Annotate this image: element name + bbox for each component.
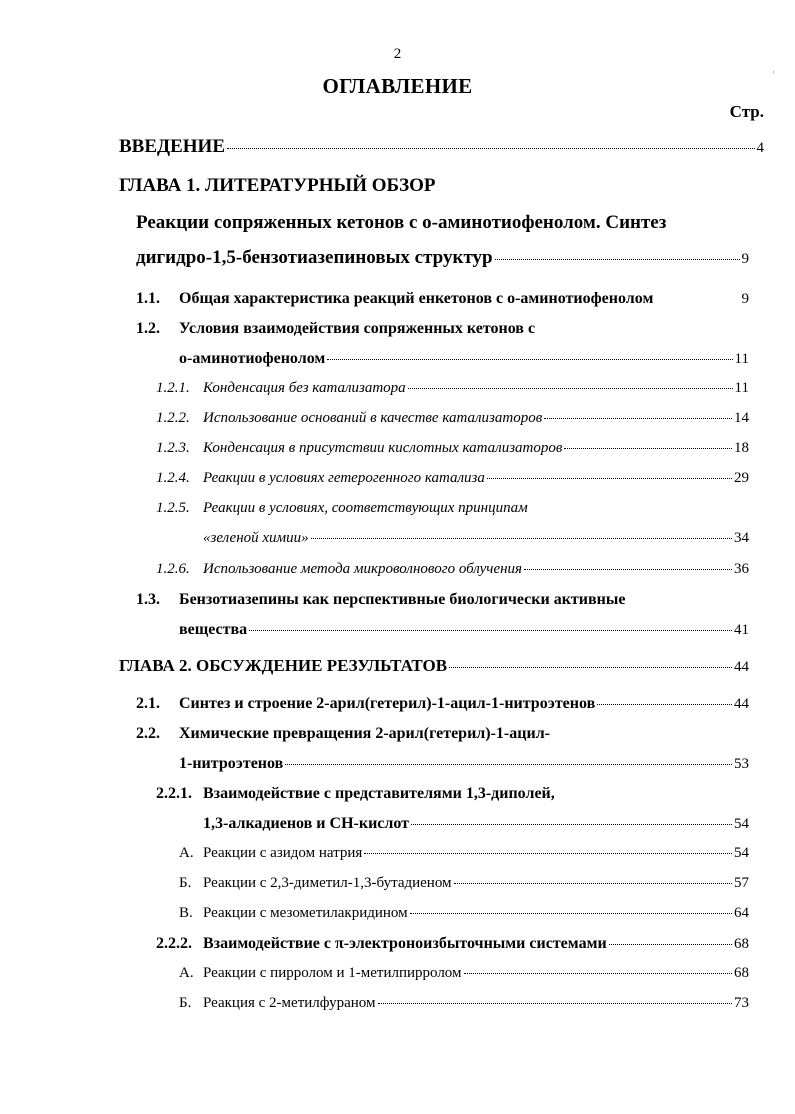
- toc-section-number: 2.2.2.: [156, 935, 192, 952]
- toc-entry-title: Реакции в условиях гетерогенного катализа: [203, 470, 485, 486]
- toc-entry-title: Общая характеристика реакций енкетонов с о-аминотиофенолом: [179, 290, 654, 307]
- toc-entry-1-2-2[interactable]: [156, 410, 749, 427]
- toc-page-number: 73: [734, 995, 749, 1011]
- toc-page-number: 9: [741, 291, 749, 307]
- page-number: 2: [393, 46, 402, 62]
- toc-section-number: Б.: [179, 875, 192, 891]
- toc-section-number: 1.2.4.: [156, 470, 190, 486]
- toc-entry-chapter-2[interactable]: [119, 656, 749, 676]
- dot-leader: [408, 388, 733, 389]
- toc-entry-2-2-2[interactable]: [156, 935, 749, 953]
- toc-page-number: 64: [734, 905, 749, 921]
- toc-entry-chapter-1-subtitle-cont[interactable]: [136, 247, 749, 269]
- toc-entry-2-2[interactable]: [136, 725, 550, 743]
- toc-entry-1-2-cont[interactable]: [179, 350, 749, 368]
- toc-entry-1-2-1[interactable]: [156, 380, 749, 397]
- toc-entry-title: Реакции в условиях, соответствующих принципам: [203, 500, 528, 516]
- toc-section-number: 1.2.2.: [156, 410, 190, 426]
- toc-page-number: 54: [734, 816, 749, 832]
- toc-entry-2-2-1-v[interactable]: [179, 905, 749, 922]
- toc-entry-title: Реакции с 2,3-диметил-1,3-бутадиеном: [203, 875, 452, 891]
- toc-entry-title: 1,3-алкадиенов и СН-кислот: [203, 815, 410, 832]
- toc-page-number: 29: [734, 470, 749, 486]
- toc-page-number: 68: [734, 965, 749, 981]
- toc-entry-1-2-5[interactable]: [156, 500, 528, 517]
- toc-entry-title: Условия взаимодействия сопряженных кетонов с: [179, 320, 536, 337]
- dot-leader: [464, 973, 732, 974]
- toc-entry-2-1[interactable]: [136, 695, 749, 713]
- toc-entry-2-2-1-a[interactable]: [179, 845, 749, 862]
- toc-entry-title: 1-нитроэтенов: [179, 755, 284, 772]
- toc-section-number: 1.2.3.: [156, 440, 190, 456]
- toc-section-number: 1.2.1.: [156, 380, 190, 396]
- toc-entry-title: Использование оснований в качестве катализаторов: [203, 410, 543, 426]
- toc-entry-title: Бензотиазепины как перспективные биологически активные: [179, 591, 626, 608]
- toc-entry-title: Конденсация в присутствии кислотных катализаторов: [203, 440, 563, 456]
- toc-page-number: 18: [734, 440, 749, 456]
- toc-page-number: 11: [734, 380, 749, 396]
- dot-leader: [487, 478, 732, 479]
- dot-leader: [410, 913, 732, 914]
- page-column-label: Стр.: [729, 102, 764, 121]
- toc-entry-chapter-1[interactable]: [119, 175, 436, 197]
- toc-page-number: 54: [734, 845, 749, 861]
- toc-section-number: 1.2.: [136, 320, 160, 337]
- toc-section-number: 1.2.6.: [156, 561, 190, 577]
- toc-entry-title: ГЛАВА 1. ЛИТЕРАТУРНЫЙ ОБЗОР: [119, 175, 436, 196]
- toc-page-number: 9: [741, 251, 749, 267]
- toc-entry-title: Реакции с пирролом и 1-метилпирролом: [203, 965, 462, 981]
- toc-page-number: 68: [734, 936, 749, 952]
- dot-leader: [364, 853, 732, 854]
- toc-section-number: 1.2.5.: [156, 500, 190, 516]
- dot-leader: [495, 259, 740, 260]
- toc-entry-title: вещества: [179, 621, 248, 638]
- dot-leader: [227, 148, 755, 149]
- toc-page-number: 4: [756, 140, 764, 156]
- toc-entry-title: о-аминотиофенолом: [179, 350, 326, 367]
- dot-leader: [249, 630, 732, 631]
- toc-section-number: 2.2.: [136, 725, 160, 742]
- dot-leader: [524, 569, 732, 570]
- dot-leader: [454, 883, 732, 884]
- toc-section-number: В.: [179, 905, 193, 921]
- toc-entry-2-2-1[interactable]: [156, 785, 555, 803]
- toc-page-number: 14: [734, 410, 749, 426]
- toc-entry-1-2-3[interactable]: [156, 440, 749, 457]
- toc-page-number: 44: [734, 696, 749, 712]
- toc-entry-title: Использование метода микроволнового облучения: [203, 561, 523, 577]
- toc-entry-1-3[interactable]: [136, 591, 625, 609]
- toc-entry-2-2-cont[interactable]: [179, 755, 749, 773]
- toc-page-number: 53: [734, 756, 749, 772]
- dot-leader: [544, 418, 732, 419]
- toc-entry-title: Химические превращения 2-арил(гетерил)-1-ацил-: [179, 725, 550, 742]
- toc-entry-1-1[interactable]: [136, 290, 749, 308]
- toc-entry-title: Взаимодействие с представителями 1,3-диполей,: [203, 785, 555, 802]
- toc-entry-2-2-1-cont[interactable]: [203, 815, 749, 833]
- toc-entry-2-2-2-b[interactable]: [179, 995, 749, 1012]
- toc-entry-2-2-1-b[interactable]: [179, 875, 749, 892]
- toc-section-number: А.: [179, 965, 194, 981]
- toc-entry-title: ГЛАВА 2. ОБСУЖДЕНИЕ РЕЗУЛЬТАТОВ: [119, 656, 448, 675]
- toc-entry-1-2-6[interactable]: [156, 561, 749, 578]
- toc-section-number: А.: [179, 845, 194, 861]
- toc-section-number: Б.: [179, 995, 192, 1011]
- toc-entry-1-2-4[interactable]: [156, 470, 749, 487]
- toc-page-number: 41: [734, 622, 749, 638]
- toc-entry-intro[interactable]: [119, 136, 764, 158]
- dot-leader: [564, 448, 732, 449]
- dot-leader: [285, 764, 732, 765]
- scan-mark: `: [767, 69, 776, 82]
- toc-entry-title: Конденсация без катализатора: [203, 380, 406, 396]
- toc-entry-title: «зеленой химии»: [203, 530, 309, 546]
- toc-section-number: 2.1.: [136, 695, 160, 712]
- toc-page-number: 36: [734, 561, 749, 577]
- toc-section-number: 1.1.: [136, 290, 160, 307]
- toc-entry-1-2-5-cont[interactable]: [203, 530, 749, 547]
- toc-section-number: 1.3.: [136, 591, 160, 608]
- page-title: ОГЛАВЛЕНИЕ: [322, 74, 473, 98]
- toc-entry-title: Реакции сопряженных кетонов с о-аминотиофенолом. Синтез: [136, 212, 667, 233]
- toc-page-number: 44: [734, 659, 749, 675]
- toc-page-number: 34: [734, 530, 749, 546]
- toc-entry-title: дигидро-1,5-бензотиазепиновых структур: [136, 247, 493, 268]
- dot-leader: [327, 359, 732, 360]
- toc-entry-title: Реакции с мезометилакридином: [203, 905, 408, 921]
- toc-entry-title: ВВЕДЕНИЕ: [119, 136, 225, 157]
- toc-entry-1-3-cont[interactable]: [179, 621, 749, 639]
- toc-section-number: 2.2.1.: [156, 785, 192, 802]
- toc-entry-title: Реакции с азидом натрия: [203, 845, 363, 861]
- toc-entry-chapter-1-subtitle[interactable]: [136, 212, 666, 234]
- dot-leader: [411, 824, 732, 825]
- toc-entry-title: Реакция с 2-метилфураном: [203, 995, 376, 1011]
- toc-entry-2-2-2-a[interactable]: [179, 965, 749, 982]
- toc-entry-1-2[interactable]: [136, 320, 535, 338]
- dot-leader: [597, 704, 732, 705]
- dot-leader: [311, 538, 732, 539]
- dot-leader: [609, 944, 732, 945]
- dot-leader: [449, 667, 732, 668]
- toc-entry-title: Синтез и строение 2-арил(гетерил)-1-ацил-1-нитроэтенов: [179, 695, 596, 712]
- toc-entry-title: Взаимодействие с π-электроноизбыточными системами: [203, 935, 607, 952]
- toc-page-number: 11: [734, 351, 749, 367]
- toc-page-number: 57: [734, 875, 749, 891]
- dot-leader: [378, 1003, 733, 1004]
